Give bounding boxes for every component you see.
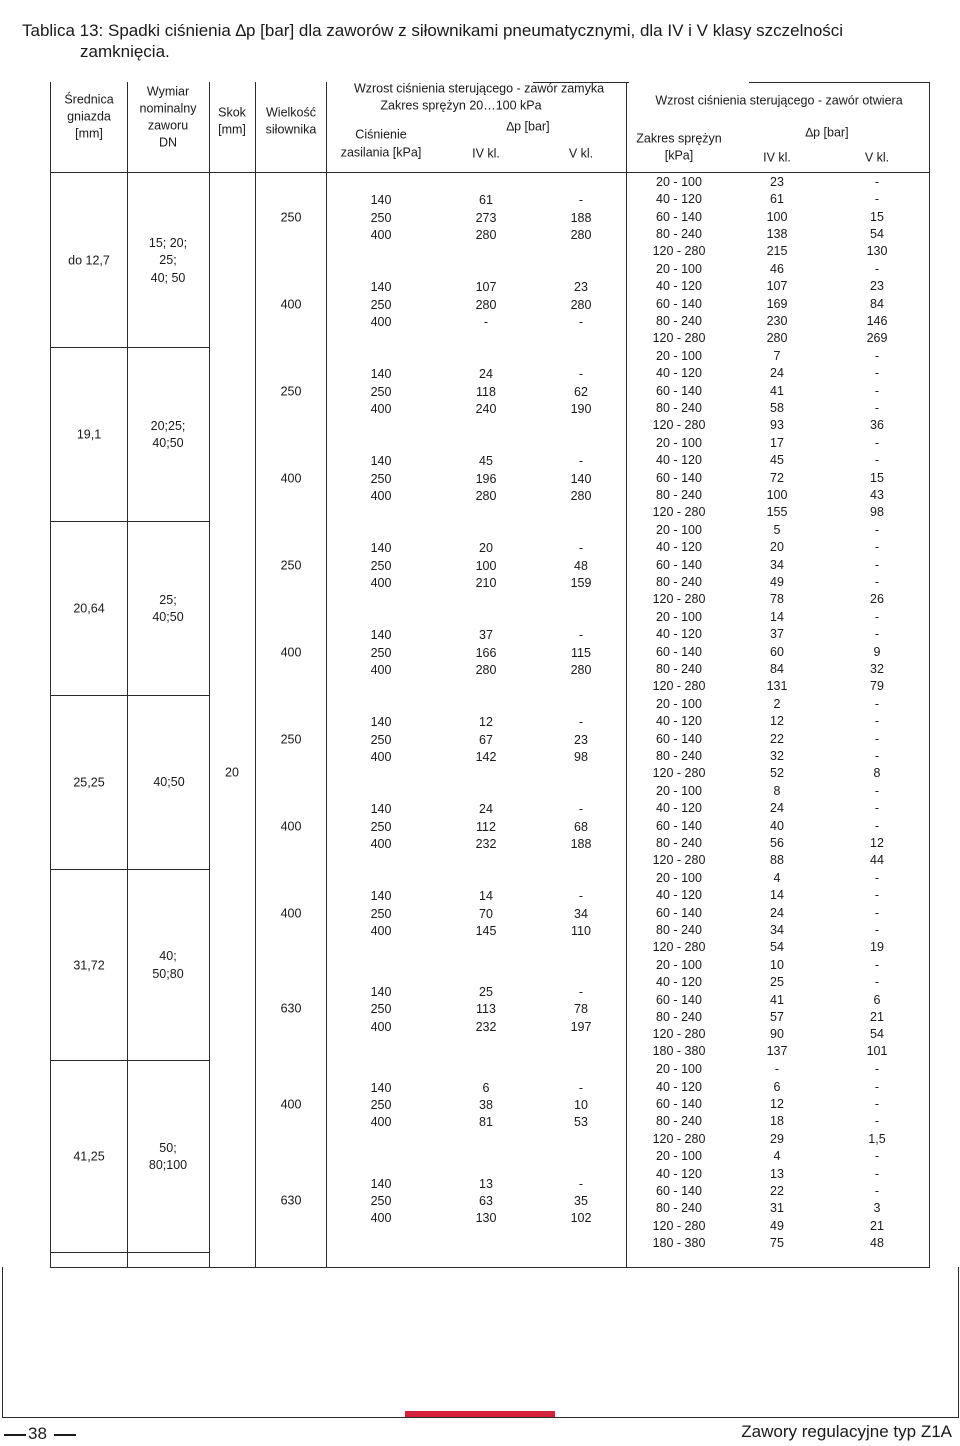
table-title (22, 20, 942, 62)
dp-iv-close: 6 38 81 (479, 1080, 493, 1130)
dp-iv-open: 10 25 41 57 90 137 (766, 958, 788, 1059)
spring-range: 20 - 100 40 - 120 60 - 140 80 - 240 120 - 280 (652, 175, 706, 259)
hdr-srednica-3: [mm] (75, 126, 103, 141)
dp-iv-close: 25 113 232 (475, 985, 497, 1034)
hdr-otwiera-title: Wzrost ciśnienia sterującego - zawór otwiera (655, 93, 903, 108)
hdr-cisnienie-1: Ciśnienie (355, 127, 407, 142)
hdr-wymiar-2: nominalny (139, 101, 197, 116)
supply-pressure: 140 250 400 (370, 802, 392, 851)
spring-range: 20 - 100 40 - 120 60 - 140 80 - 240 120 - 280 180 - 380 (652, 1149, 706, 1250)
row-divider (51, 1252, 209, 1253)
col-divider (255, 82, 256, 1267)
hdr-skok-1: Skok (218, 105, 246, 120)
spring-range: 20 - 100 40 - 120 60 - 140 80 - 240 120 - 280 (652, 871, 706, 955)
dp-v-open: - - 15 54 130 (866, 175, 888, 259)
dp-v-close: - 78 197 (570, 985, 592, 1034)
nominal-size-dn: 25; 40;50 (152, 592, 184, 624)
dp-v-open: - - - - 1,5 (868, 1062, 886, 1146)
row-divider (51, 695, 209, 696)
row-divider (51, 347, 209, 348)
supply-pressure: 140 250 400 (370, 367, 392, 416)
hdr-wielkosc-1: Wielkość (265, 105, 317, 120)
hdr-v: V kl. (568, 146, 594, 161)
hdr-wymiar-1: Wymiar (146, 84, 190, 99)
actuator-size: 250 (280, 732, 302, 746)
hdr-srednica-1: Średnica (64, 92, 114, 107)
spring-range: 20 - 100 40 - 120 60 - 140 80 - 240 120 - 280 (652, 610, 706, 694)
actuator-size: 630 (280, 1001, 302, 1016)
nominal-size-dn: 50; 80;100 (148, 1140, 188, 1173)
spring-range: 20 - 100 40 - 120 60 - 140 80 - 240 120 - 280 (652, 349, 706, 433)
spring-range: 20 - 100 40 - 120 60 - 140 80 - 240 120 - 280 (652, 436, 706, 520)
seat-diameter: 25,25 (73, 775, 105, 790)
col-divider (626, 82, 627, 1267)
dp-v-open: - - 6 21 54 101 (866, 958, 888, 1059)
dp-v-open: - - - - 19 (870, 871, 884, 955)
hdr-line (749, 82, 929, 83)
dp-iv-close: 14 70 145 (475, 889, 497, 938)
dp-iv-close: 13 63 130 (475, 1176, 497, 1226)
dp-iv-open: 4 14 24 34 54 (770, 871, 784, 955)
dp-v-open: - - 15 43 98 (870, 436, 884, 520)
supply-pressure: 140 250 400 (370, 715, 392, 764)
hdr-wielkosc-2: siłownika (265, 122, 317, 137)
col-divider (326, 82, 327, 1267)
dp-iv-close: 61 273 280 (475, 193, 497, 242)
page-number (0, 1422, 90, 1446)
nominal-size-dn: 15; 20; 25; 40; 50 (148, 236, 188, 285)
dp-v-close: - 140 280 (570, 454, 592, 503)
spring-range: 20 - 100 40 - 120 60 - 140 80 - 240 120 - 280 (652, 523, 706, 607)
dp-iv-open: 8 24 40 56 88 (770, 784, 784, 868)
dp-v-open: - - - - 26 (870, 523, 884, 607)
row-divider (51, 172, 929, 173)
supply-pressure: 140 250 400 (370, 1176, 392, 1226)
actuator-size: 250 (280, 558, 302, 572)
hdr-dp: ∆p [bar] (506, 119, 550, 134)
nominal-size-dn: 20;25; 40;50 (150, 418, 186, 450)
actuator-size: 250 (280, 384, 302, 398)
row-divider (51, 869, 209, 870)
seat-diameter: 20,64 (73, 601, 105, 616)
dp-iv-open: 14 37 60 84 131 (766, 610, 788, 694)
seat-diameter: 19,1 (76, 427, 102, 442)
dp-iv-open: 17 45 72 100 155 (766, 436, 788, 520)
dp-iv-close: 45 196 280 (475, 454, 497, 503)
hdr-dp2: ∆p [bar] (805, 125, 849, 140)
hdr-zamyka-title: Wzrost ciśnienia sterującego - zawór zamyka (353, 81, 605, 96)
dp-v-close: - 188 280 (570, 193, 592, 242)
actuator-size: 400 (280, 819, 302, 833)
dp-v-open: - - 9 32 79 (870, 610, 884, 694)
title-line-1: Tablica 13: Spadki ciśnienia ∆p [bar] dla zaworów z siłownikami pneumatycznymi, dla IV i V klasy szczelności (22, 21, 844, 40)
col-divider (209, 82, 210, 1267)
seat-diameter: 41,25 (73, 1149, 105, 1164)
hdr-v2: V kl. (864, 150, 890, 165)
dp-v-close: - 34 110 (571, 889, 591, 938)
dp-v-open: - 23 84 146 269 (866, 262, 888, 346)
row-divider (51, 521, 209, 522)
nominal-size-dn: 40;50 (153, 775, 185, 790)
dp-v-close: - 68 188 (570, 802, 592, 851)
supply-pressure: 140 250 400 (370, 541, 392, 590)
actuator-size: 400 (280, 471, 302, 485)
dp-iv-close: 107 280 - (475, 280, 497, 329)
actuator-size: 400 (280, 297, 302, 311)
supply-pressure: 140 250 400 (370, 454, 392, 503)
footer-title: Zawory regulacyjne typ Z1A (741, 1422, 952, 1441)
footer-rule (4, 1417, 957, 1418)
supply-pressure: 140 250 400 (370, 193, 392, 242)
page-dash-left (4, 1434, 26, 1436)
seat-diameter: 31,72 (73, 958, 105, 973)
title-line-2: zamknięcia. (80, 42, 170, 61)
dp-v-close: - 35 102 (570, 1176, 592, 1226)
dp-iv-open: 23 61 100 138 215 (766, 175, 788, 259)
spring-range: 20 - 100 40 - 120 60 - 140 80 - 240 120 - 280 (652, 262, 706, 346)
spring-range: 20 - 100 40 - 120 60 - 140 80 - 240 120 - 280 (652, 1062, 706, 1146)
dp-iv-open: 2 12 22 32 52 (770, 697, 784, 781)
dp-iv-close: 24 118 240 (475, 367, 497, 416)
hdr-wymiar-3: zaworu (147, 118, 189, 133)
stroke-value: 20 (225, 765, 239, 780)
seat-diameter: do 12,7 (68, 253, 110, 268)
page-number-text: 38 (28, 1424, 47, 1443)
dp-v-open: - - - 12 44 (870, 784, 884, 868)
actuator-size: 400 (280, 906, 302, 920)
hdr-zamyka-range: Zakres sprężyn 20…100 kPa (380, 98, 542, 113)
dp-v-close: - 10 53 (574, 1080, 588, 1130)
actuator-size: 630 (280, 1193, 302, 1208)
actuator-size: 250 (280, 210, 302, 224)
dp-iv-close: 24 112 232 (475, 802, 497, 851)
supply-pressure: 140 250 400 (370, 280, 392, 329)
nominal-size-dn: 40; 50;80 (152, 949, 184, 981)
hdr-iv: IV kl. (472, 146, 500, 161)
spring-range: 20 - 100 40 - 120 60 - 140 80 - 240 120 - 280 (652, 697, 706, 781)
page-frame (2, 1267, 959, 1418)
dp-iv-open: 7 24 41 58 93 (770, 349, 784, 433)
dp-iv-open: 46 107 169 230 280 (766, 262, 788, 346)
page-dash-right (54, 1434, 76, 1436)
spring-range: 20 - 100 40 - 120 60 - 140 80 - 240 120 - 280 180 - 380 (652, 958, 706, 1059)
dp-v-open: - - - - 8 (873, 697, 881, 781)
hdr-srednica-2: gniazda (67, 109, 111, 124)
row-divider (51, 1060, 209, 1061)
col-divider (127, 82, 128, 1267)
dp-iv-close: 20 100 210 (475, 541, 497, 590)
dp-v-close: - 23 98 (574, 715, 588, 764)
dp-v-close: - 48 159 (570, 541, 592, 590)
supply-pressure: 140 250 400 (370, 985, 392, 1034)
hdr-skok-2: [mm] (218, 122, 246, 137)
pressure-drop-table (50, 82, 930, 1268)
hdr-wymiar-4: DN (158, 135, 178, 150)
dp-v-close: - 115 280 (570, 628, 592, 677)
hdr-zakres-1: Zakres sprężyn (636, 131, 722, 146)
dp-iv-close: 12 67 142 (475, 715, 497, 764)
actuator-size: 400 (280, 1097, 302, 1112)
supply-pressure: 140 250 400 (370, 889, 392, 938)
dp-v-close: 23 280 - (570, 280, 592, 329)
dp-iv-close: 37 166 280 (475, 628, 497, 677)
supply-pressure: 140 250 400 (370, 1080, 392, 1130)
spring-range: 20 - 100 40 - 120 60 - 140 80 - 240 120 - 280 (652, 784, 706, 868)
dp-v-open: - - - - 36 (870, 349, 884, 433)
supply-pressure: 140 250 400 (370, 628, 392, 677)
dp-iv-open: 4 13 22 31 49 75 (770, 1149, 784, 1250)
hdr-cisnienie-2: zasilania [kPa] (340, 145, 422, 160)
hdr-zakres-2: [kPa] (664, 148, 694, 163)
dp-v-close: - 62 190 (570, 367, 592, 416)
dp-iv-open: 5 20 34 49 78 (770, 523, 784, 607)
dp-v-open: - - - 3 21 48 (870, 1149, 884, 1250)
dp-iv-open: - 6 12 18 29 (770, 1062, 784, 1146)
actuator-size: 400 (280, 645, 302, 659)
hdr-iv2: IV kl. (763, 150, 791, 165)
